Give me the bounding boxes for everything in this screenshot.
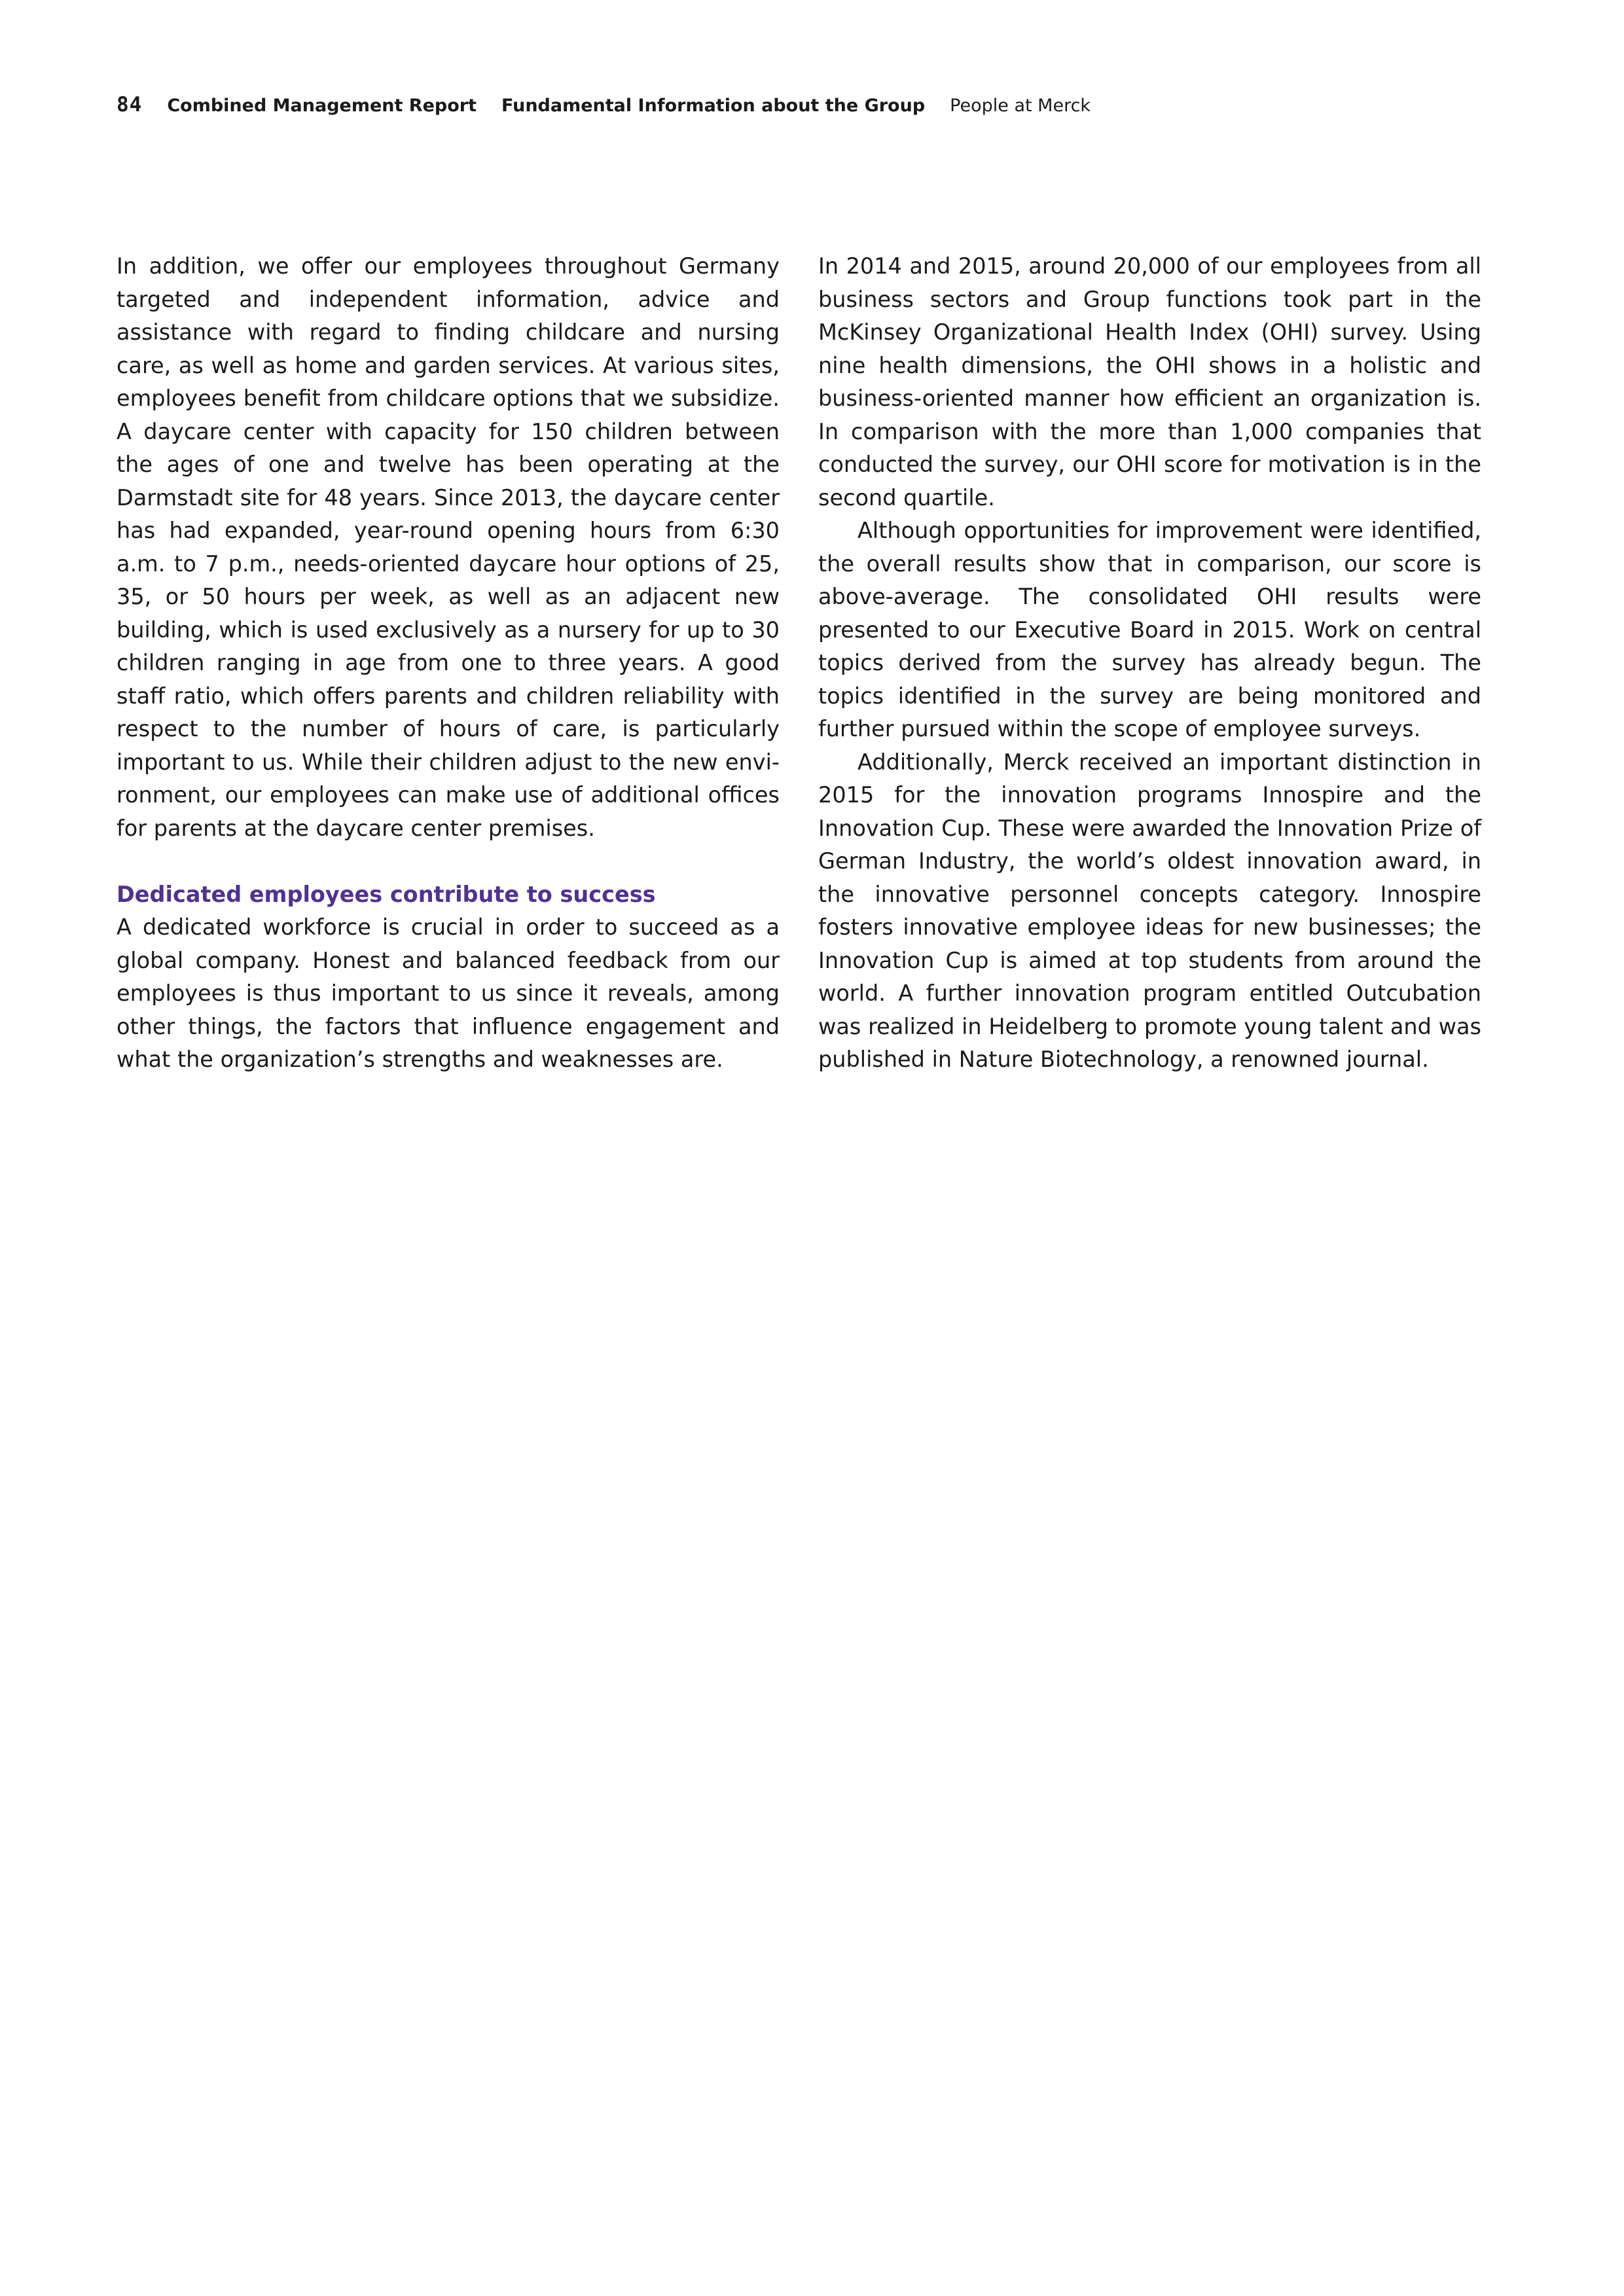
innovation-award-paragraph: Additionally, Merck received an important distinction in 2015 for the innovation programs Innospire and the Innovation Cup. These were awarded the Innovation Prize of German Industry, the world’s oldest innovation award, in the innovative personnel concepts category. Innospire fosters innovative employee ideas for new businesses; the Innovation Cup is aimed at top students from around the world. A further innovation program entitled Outcubation was realized in Heidelberg to promote young talent and was published in Nature Biotechnology, a renowned journal. [818, 749, 1481, 1072]
section-title: Combined Management Report [167, 96, 477, 116]
running-header [117, 92, 1091, 119]
right-column [818, 250, 1481, 1077]
chapter-title: Fundamental Information about the Group [501, 96, 926, 116]
dedicated-workforce-paragraph: A dedicated workforce is crucial in order to succeed as a global company. Honest and balanced feedback from our employees is thus important to us since it reveals, among other things, the factors that influence engagement and what the organization’s strengths and weaknesses are. [117, 914, 780, 1072]
page-number: 84 [117, 93, 143, 117]
topic-title: People at Merck [950, 96, 1091, 116]
left-column [117, 250, 780, 1077]
ohi-survey-paragraph: In 2014 and 2015, around 20,000 of our employees from all business sectors and Group functions took part in the McKinsey Organizational Health Index (OHI) survey. Using nine health dimensions, the OHI shows in a holistic and business-oriented manner how efficient an organization is. In comparison with the more than 1,000 companies that conducted the survey, our OHI score for motivation is in the second quartile. [818, 253, 1481, 511]
section-subheading: Dedicated employees contribute to success [117, 881, 656, 907]
ohi-results-paragraph: Although opportunities for improvement were identified, the overall results show that in comparison, our score is above-average. The consolidated OHI results were presented to our Executive Board in 2015. Work on central topics derived from the survey has already begun. The topics identified in the survey are being monitored and further pursued within the scope of employee surveys. [818, 518, 1481, 742]
childcare-paragraph: In addition, we offer our employees throughout Germany targeted and independent information, advice and assistance with regard to finding childcare and nursing care, as well as home and garden services. At various sites, employees benefit from childcare options that we subsidize. A daycare center with capacity for 150 children between the ages of one and twelve has been operating at the Darmstadt site for 48 years. Since 2013, the daycare center has had expanded, year-round opening hours from 6:30 a.m. to 7 p.m., needs-oriented daycare hour options of 25, 35, or 50 hours per week, as well as an adjacent new building, which is used exclusively as a nursery for up to 30 children ranging in age from one to three years. A good staff ratio, which offers parents and children reliability with respect to the number of hours of care, is particularly important to us. While their children adjust to the new environment, our employees can make use of additional offices for parents at the daycare center premises. [117, 253, 780, 841]
